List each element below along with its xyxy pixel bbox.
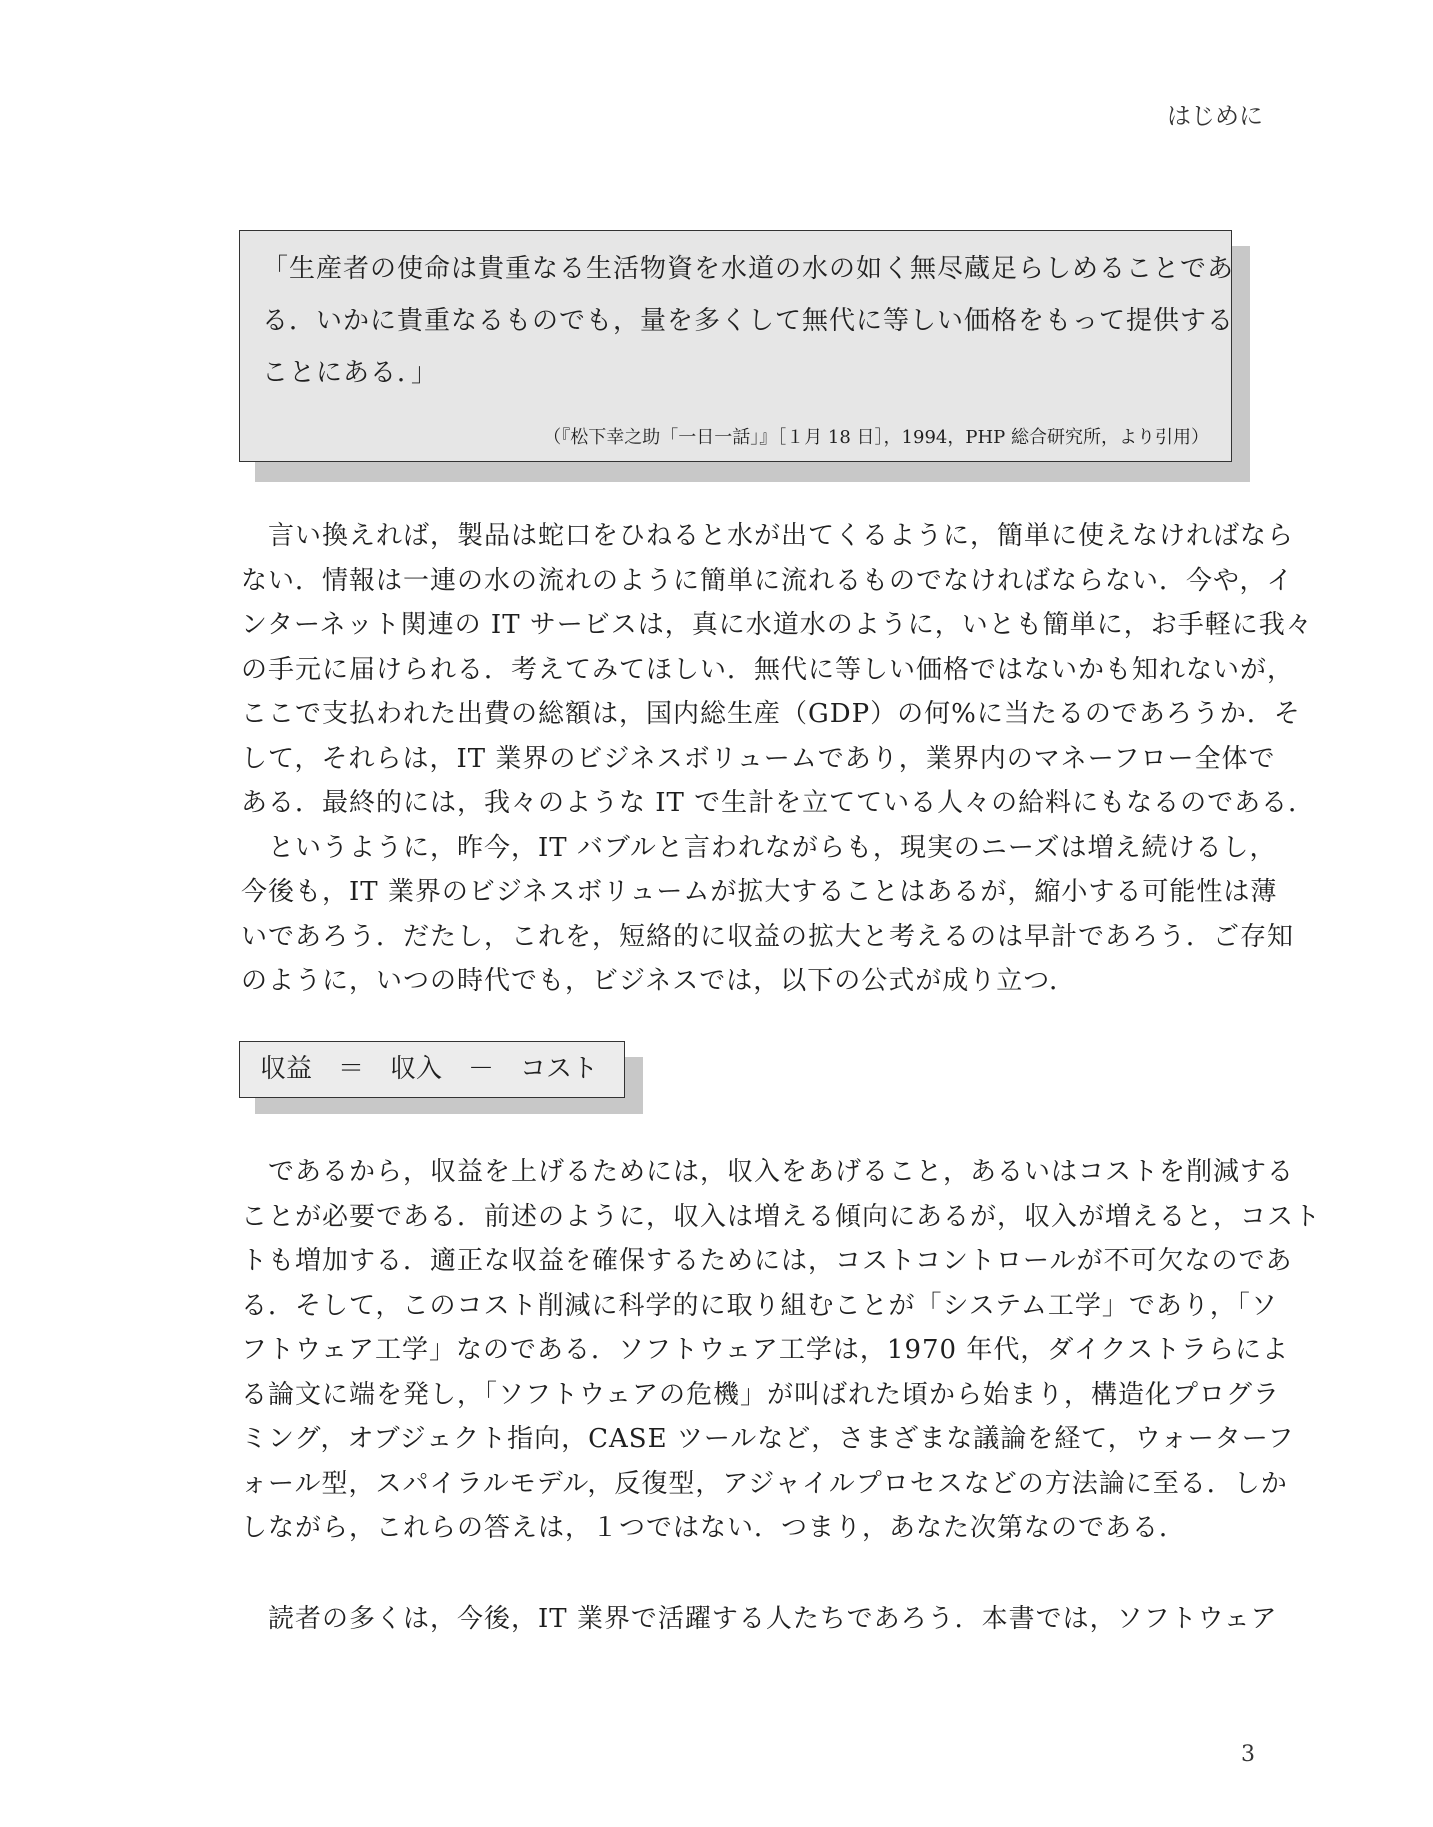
- paragraph-line: しながら，これらの答えは，１つではない．つまり，あなた次第なのである．: [241, 1513, 1187, 1543]
- formula-box: 収益 ＝ 収入 － コスト: [239, 1041, 625, 1098]
- paragraph-line: トも増加する．適正な収益を確保するためには，コストコントロールが不可欠なのであ: [241, 1246, 1293, 1276]
- paragraph-line: の手元に届けられる．考えてみてほしい．無代に等しい価格ではないかも知れないが，: [241, 654, 1295, 685]
- paragraph-line: であるから，収益を上げるためには，収入をあげること，あるいはコストを削減する: [268, 1157, 1295, 1187]
- paragraph-line: 今後も，IT 業界のビジネスボリュームが拡大することはあるが，縮小する可能性は薄: [241, 877, 1278, 907]
- paragraph-line: ことが必要である．前述のように，収入は増える傾向にあるが，収入が増えると，コスト: [241, 1201, 1322, 1232]
- body-section-3: [241, 1597, 1278, 1642]
- paragraph-line: ミング，オブジェクト指向，CASE ツールなど，さまざまな議論を経て，ウォーターフ: [241, 1424, 1295, 1454]
- paragraph-line: 言い換えれば，製品は蛇口をひねると水が出てくるように，簡単に使えなければなら: [268, 521, 1295, 551]
- body-section-1: [241, 514, 1316, 1004]
- quote-line: る．いかに貴重なるものでも，量を多くして無代に等しい価格をもって提供する: [262, 306, 1235, 336]
- quote-box: [239, 230, 1235, 462]
- paragraph-line: して，それらは，IT 業界のビジネスボリュームであり，業界内のマネーフロー全体で: [241, 743, 1276, 774]
- paragraph-line: ンターネット関連の IT サービスは，真に水道水のように，いとも簡単に，お手軽に我々: [241, 610, 1313, 640]
- quote-line: 「生産者の使命は貴重なる生活物資を水道の水の如く無尽蔵足らしめることであ: [262, 254, 1235, 284]
- paragraph-line: ない．情報は一連の水の流れのように簡単に流れるものでなければならない．今や，イ: [241, 565, 1294, 596]
- page-number: 3: [1241, 1742, 1255, 1767]
- body-section-2: [241, 1150, 1322, 1551]
- paragraph-line: 読者の多くは，今後，IT 業界で活躍する人たちであろう．本書では，ソフトウェア: [268, 1604, 1278, 1634]
- paragraph-line: のように，いつの時代でも，ビジネスでは，以下の公式が成り立つ．: [241, 966, 1077, 996]
- paragraph-line: ここで支払われた出費の総額は，国内総生産（GDP）の何%に当たるのであろうか．そ: [241, 699, 1301, 729]
- paragraph-line: いであろう．だたし，これを，短絡的に収益の拡大と考えるのは早計であろう．ご存知: [241, 921, 1295, 952]
- paragraph-line: というように，昨今，IT バブルと言われながらも，現実のニーズは増え続けるし，: [268, 832, 1277, 863]
- paragraph-line: ォール型，スパイラルモデル，反復型，アジャイルプロセスなどの方法論に至る．しか: [241, 1468, 1288, 1499]
- paragraph-line: る．そして，このコスト削減に科学的に取り組むことが「システム工学」であり，「ソ: [241, 1290, 1278, 1321]
- running-header: はじめに: [1167, 102, 1263, 130]
- quote-citation: （『松下幸之助「一日一話」』［１月 18 日］，1994，PHP 総合研究所，より引用）: [543, 427, 1209, 448]
- paragraph-line: る論文に端を発し，「ソフトウェアの危機」が叫ばれた頃から始まり，構造化プログラ: [241, 1379, 1280, 1410]
- quote-line: ことにある．」: [262, 358, 439, 388]
- paragraph-line: フトウェア工学」なのである．ソフトウェア工学は，1970 年代，ダイクストラらによ: [241, 1335, 1290, 1365]
- paragraph-line: ある．最終的には，我々のような IT で生計を立てている人々の給料にもなるのである．: [241, 788, 1316, 818]
